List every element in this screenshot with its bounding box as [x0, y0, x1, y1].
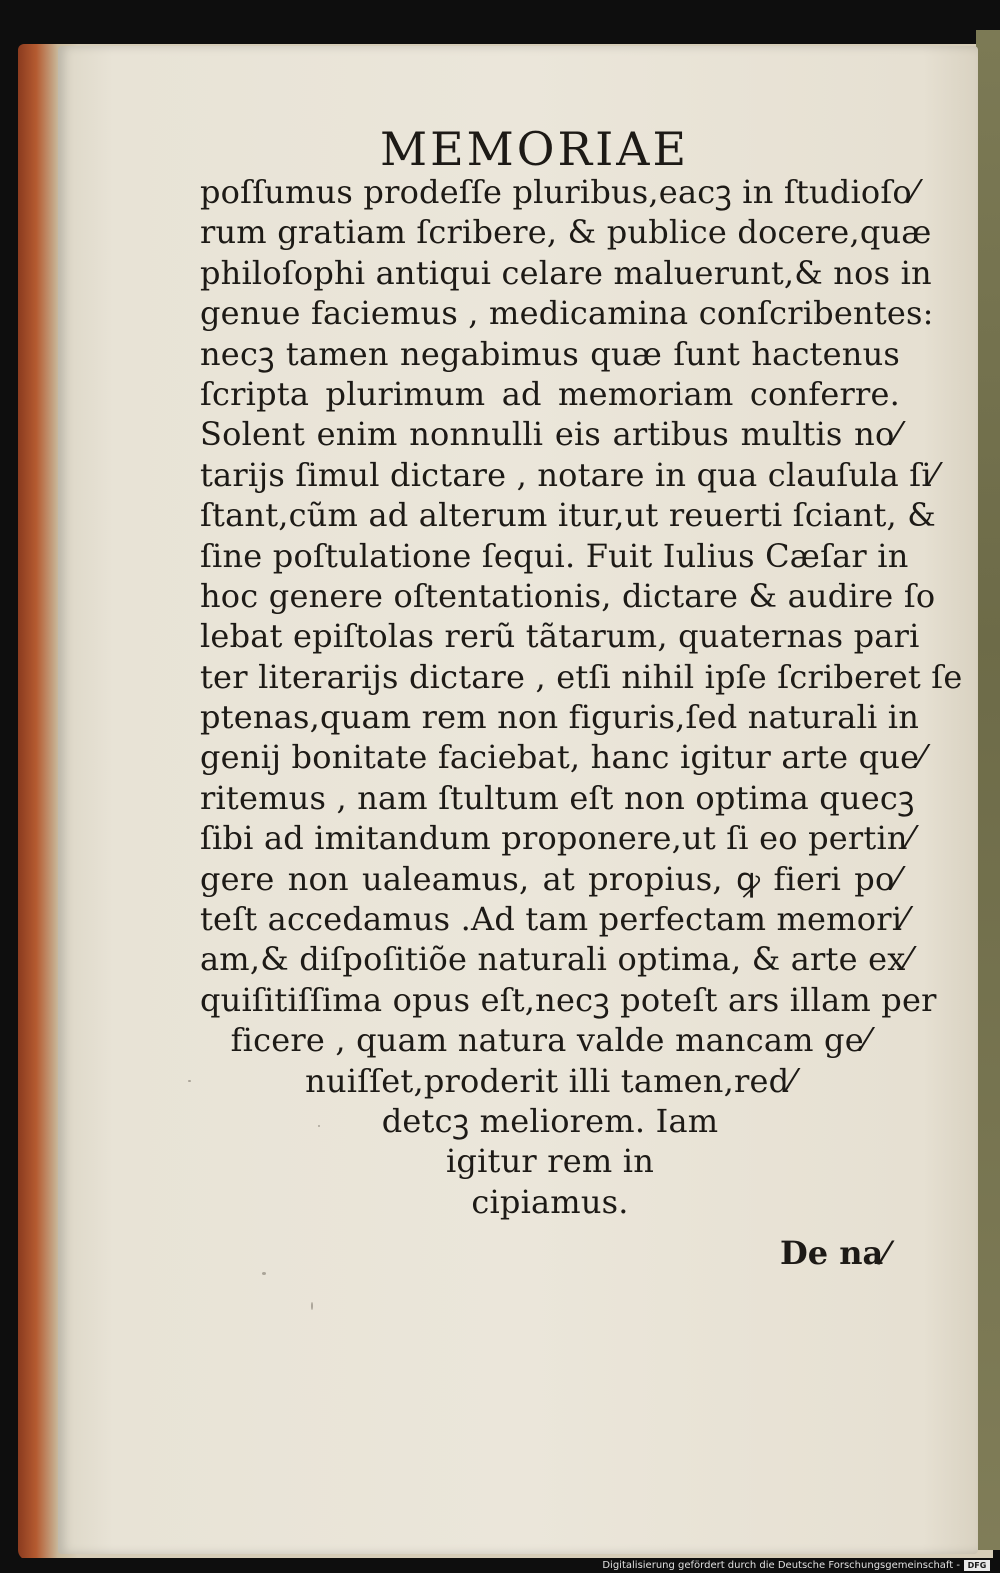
text-line: ritemus , nam ſtultum eſt non optima quecꝫ: [200, 778, 915, 817]
paper-speck: [188, 1080, 191, 1082]
text-line: quiſitiſſima opus eſt,necꝫ poteſt ars illam per: [200, 980, 937, 1019]
text-line: genij bonitate faciebat, hanc igitur arte que⁄: [200, 738, 925, 777]
text-line: necꝫ tamen negabimus quæ ſunt hactenus: [200, 334, 900, 373]
text-line: ſine poſtulatione ſequi. Fuit Iulius Cæſar in: [200, 536, 909, 575]
text-line: teſt accedamus .Ad tam perfectam memori⁄: [200, 900, 908, 939]
text-line: Solent enim nonnulli eis artibus multis no⁄: [200, 415, 900, 454]
text-line: am,& diſpoſitiõe naturali optima, & arte ex⁄: [200, 940, 912, 979]
text-body: [200, 172, 963, 1222]
running-head: MEMORIAE: [380, 122, 690, 176]
dfg-logo-icon: DFG: [964, 1560, 990, 1571]
text-line: rum gratiam ſcribere, & publice docere,quæ: [200, 213, 932, 252]
text-line: ter literarijs dictare , etſi nihil ipſe ſcriberet ſe: [200, 657, 963, 696]
text-line: cipiamus.: [471, 1182, 629, 1221]
text-line: philoſophi antiqui celare maluerunt,& nos in: [200, 253, 932, 292]
text-line: detcꝫ meliorem. Iam: [381, 1101, 719, 1140]
paper-speck: [311, 1302, 313, 1310]
text-line: ſibi ad imitandum proponere,ut ſi eo pertin⁄: [200, 819, 914, 858]
text-line: genue faciemus , medicamina conſcribentes:: [200, 294, 934, 333]
text-line: ſtant,cũm ad alterum itur,ut reuerti ſciant, &: [200, 496, 936, 535]
text-line: hoc genere oſtentationis, dictare & audire ſo: [200, 576, 936, 615]
catchword: De na⁄: [780, 1234, 889, 1272]
text-line: nuiſſet,proderit illi tamen,red⁄: [305, 1061, 795, 1100]
footer-credit: Digitalisierung gefördert durch die Deutsche Forschungsgemeinschaft -: [602, 1560, 960, 1571]
text-line: ſcripta plurimum ad memoriam conferre.: [200, 374, 900, 413]
text-line: poſſumus prodeſſe pluribus,eacꝫ in ſtudioſo⁄: [200, 173, 918, 211]
text-line: ptenas,quam rem non figuris,ſed naturali in: [200, 698, 920, 737]
paper-speck: [318, 1125, 320, 1127]
text-line: gere non ualeamus, at propius, ꝙ fieri po⁄: [200, 859, 900, 898]
cover-strip: [976, 30, 1000, 1550]
text-line: ficere , quam natura valde mancam ge⁄: [230, 1021, 870, 1060]
paper-speck: [262, 1272, 266, 1275]
text-line: lebat epiſtolas rerũ tãtarum, quaternas pari: [200, 617, 920, 656]
text-line: igitur rem in: [445, 1142, 655, 1181]
text-line: tarijs ſimul dictare , notare in qua clauſula ſi⁄: [200, 455, 938, 494]
